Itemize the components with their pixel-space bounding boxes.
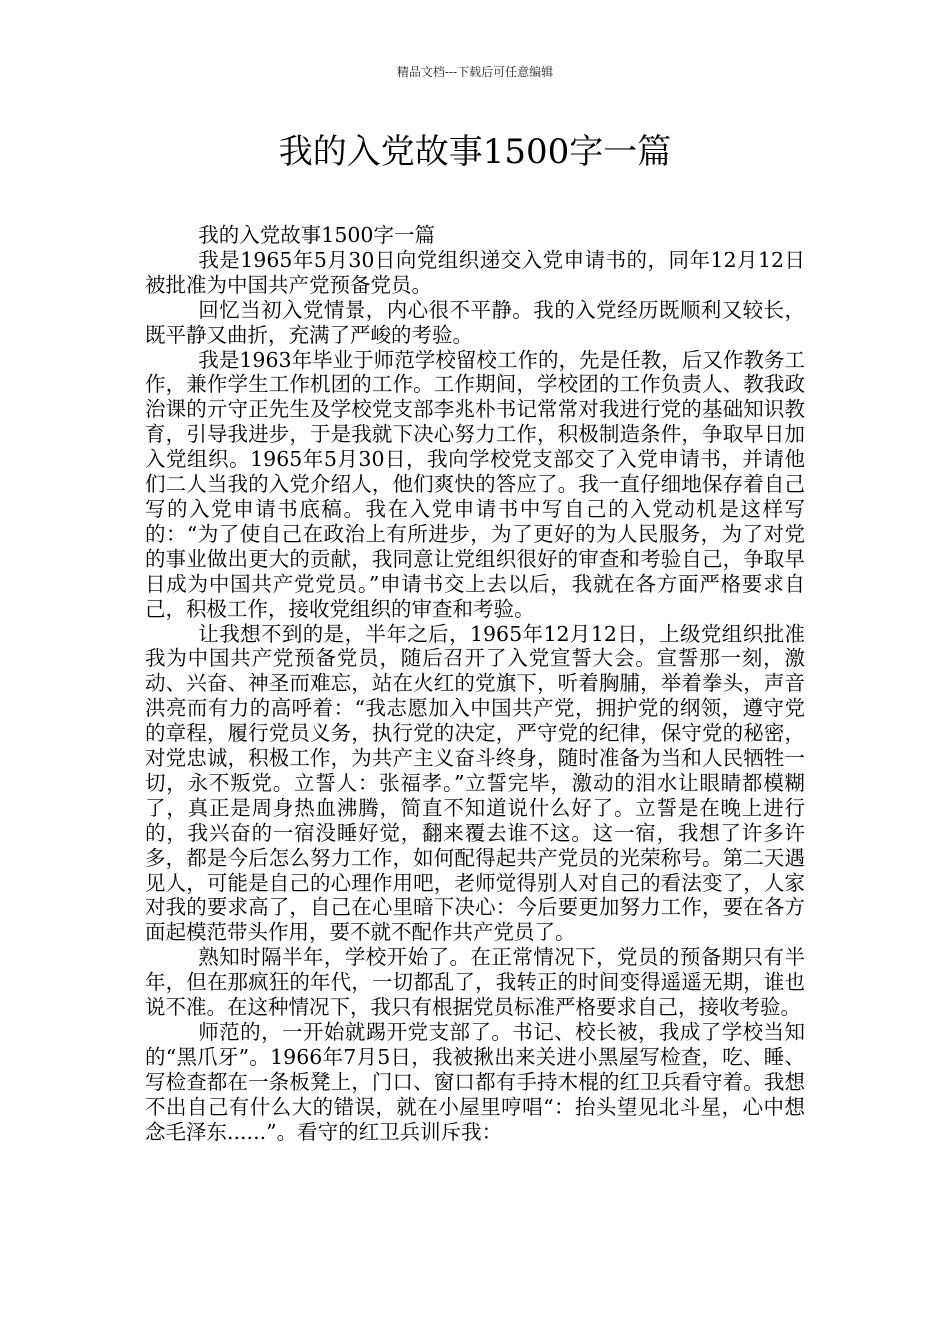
paragraph: 回忆当初入党情景，内心很不平静。我的入党经历既顺利又较长，既平静又曲折，充满了严峻的考验。: [145, 297, 805, 347]
paragraph: 师范的，一开始就踢开党支部了。书记、校长被，我成了学校当知的“黑爪牙”。1966年7月5日，我被揪出来关进小黑屋写检查，吃、睡、写检查都在一条板凳上，门口、窗口都有手持木棍的红卫兵看守着。我想不出自己有什么大的错误，就在小屋里哼唱“：抬头望见北斗星，心中想念毛泽东......”。看守的红卫兵训斥我：: [145, 1020, 805, 1144]
paragraph-subtitle: 我的入党故事1500字一篇: [198, 223, 435, 247]
paragraph: 我是1963年毕业于师范学校留校工作的，先是任教，后又作教务工作，兼作学生工作机团的工作。工作期间，学校团的工作负责人、教我政治课的亓守正先生及学校党支部李兆朴书记常常对我进行党的基础知识教育，引导我进步，于是我就下决心努力工作，积极制造条件，争取早日加入党组织。1965年5月30日，我向学校党支部交了入党申请书，并请他们二人当我的入党介绍人，他们爽快的答应了。我一直仔细地保存着自己写的入党申请书底稿。我在入党申请书中写自己的入党动机是这样写的：“为了使自己在政治上有所进步，为了更好的为人民服务，为了对党的事业做出更大的贡献，我同意让党组织很好的审查和考验自己，争取早日成为中国共产党党员。”申请书交上去以后，我就在各方面严格要求自己，积极工作，接收党组织的审查和考验。: [145, 347, 805, 621]
paragraph: 让我想不到的是，半年之后，1965年12月12日，上级党组织批准我为中国共产党预备党员，随后召开了入党宣誓大会。宣誓那一刻，激动、兴奋、神圣而难忘，站在火红的党旗下，听着胸脯，举着拳头，声音洪亮而有力的高呼着：“我志愿加入中国共产党，拥护党的纲领，遵守党的章程，履行党员义务，执行党的决定，严守党的纪律，保守党的秘密，对党忠诚，积极工作，为共产主义奋斗终身，随时准备为当和人民牺牲一切，永不叛党。立誓人：张福孝。”立誓完毕，激动的泪水让眼睛都模糊了，真正是周身热血沸腾，简直不知道说什么好了。立誓是在晚上进行的，我兴奋的一宿没睡好觉，翻来覆去谁不这。这一宿，我想了许多许多，都是今后怎么努力工作，如何配得起共产党员的光荣称号。第二天遇见人，可能是自己的心理作用吧，老师觉得别人对自己的看法变了，人家对我的要求高了，自己在心里暗下决心：今后要更加努力工作，要在各方面起模范带头作用，要不就不配作共产党员了。: [145, 621, 805, 945]
paragraph: 熟知时隔半年，学校开始了。在正常情况下，党员的预备期只有半年，但在那疯狂的年代，一切都乱了，我转正的时间变得遥遥无期，谁也说不准。在这种情况下，我只有根据党员标准严格要求自己，接收考验。: [145, 945, 805, 1020]
document-body: [145, 223, 805, 1145]
page-header: 精品文档---下载后可任意编辑: [396, 65, 554, 79]
document-title: 我的入党故事1500字一篇: [278, 132, 672, 172]
paragraph: 我是1965年5月30日向党组织递交入党申请书的，同年12月12日被批准为中国共产党预备党员。: [145, 247, 805, 297]
